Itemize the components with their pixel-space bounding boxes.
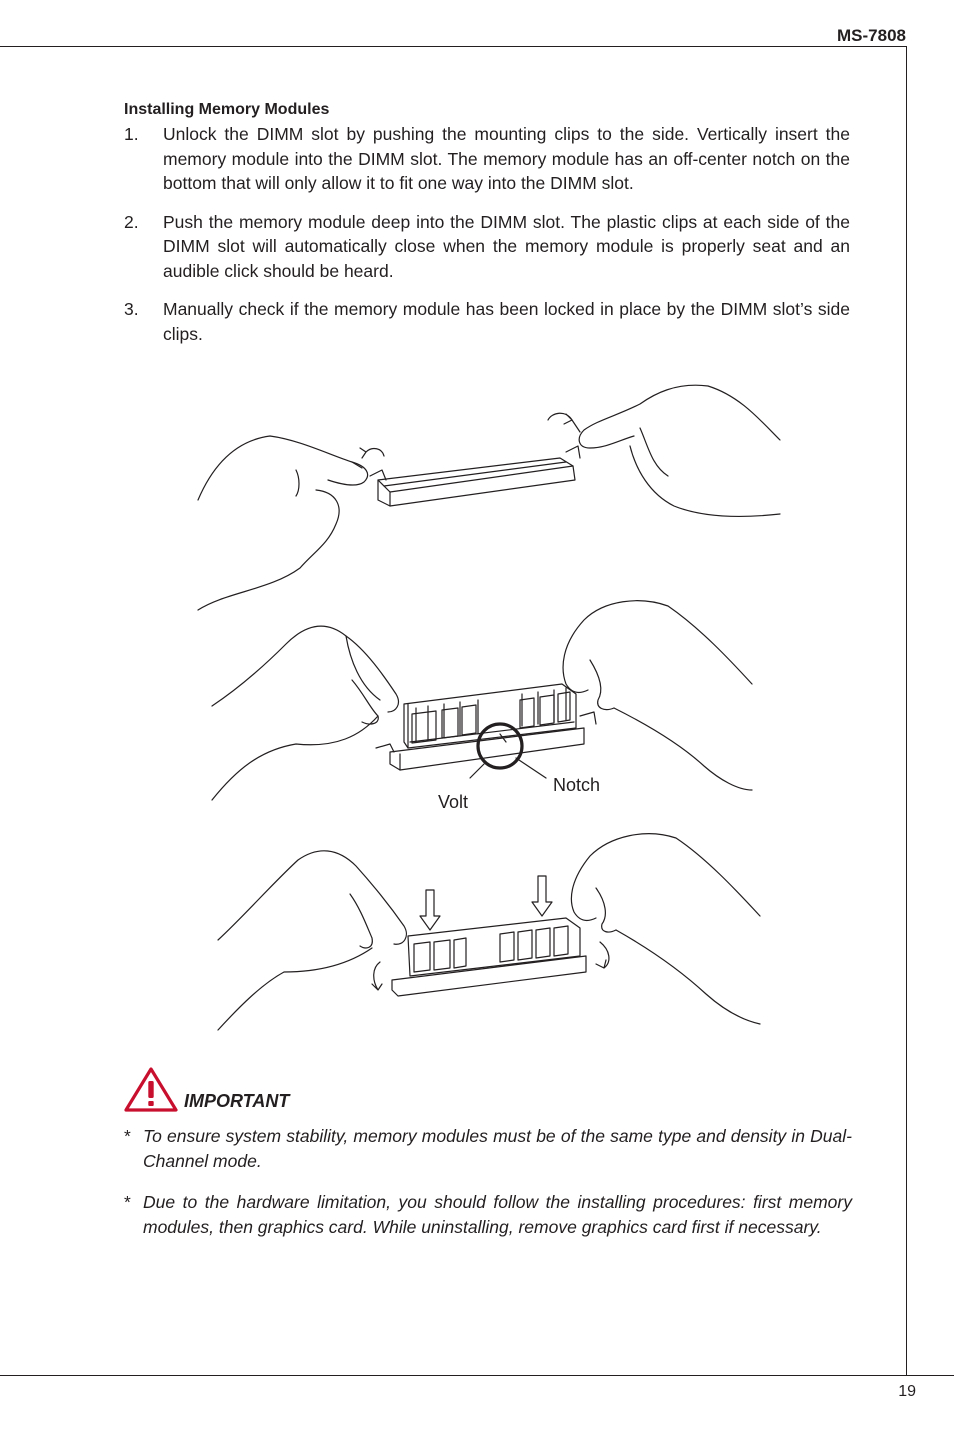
unlock-clips-panel: [198, 385, 780, 610]
note-item: [124, 1124, 852, 1173]
insert-module-panel: [212, 601, 752, 800]
warning-triangle-icon: [124, 1066, 178, 1112]
volt-label: Volt: [438, 792, 469, 812]
section-title: Installing Memory Modules: [124, 101, 330, 118]
page-number: 19: [898, 1383, 916, 1400]
step-number: 2.: [124, 211, 139, 232]
note-bullet: *: [124, 1192, 131, 1212]
important-notes: [124, 1124, 852, 1239]
important-header: [124, 1060, 852, 1112]
important-notice: [124, 1060, 852, 1256]
step-number: 3.: [124, 299, 139, 319]
step-text: Manually check if the memory module has been locked in place by the DIMM slot’s side clips.: [163, 299, 850, 344]
step-number: 1.: [124, 124, 139, 144]
model-number: MS-7808: [837, 26, 906, 45]
note-text: Due to the hardware limitation, you should follow the installing procedures: first memory modules, then graphics card. While uninstalling, remove graphics card first if necessary.: [143, 1192, 852, 1237]
important-title: IMPORTANT: [184, 1091, 290, 1111]
step-text: Unlock the DIMM slot by pushing the mounting clips to the side. Vertically insert the memory module into the DIMM slot. The memory module has an off-center notch on the bottom that will only allow it to fit one way into the DIMM slot.: [163, 124, 850, 193]
notch-label: Notch: [553, 775, 601, 795]
lock-module-panel: [218, 834, 760, 1030]
note-item: [124, 1190, 852, 1239]
note-text: To ensure system stability, memory modules must be of the same type and density in Dual-Channel mode.: [143, 1126, 852, 1171]
note-bullet: *: [124, 1126, 131, 1146]
step-text: Push the memory module deep into the DIMM slot. The plastic clips at each side of the DIMM slot will automatically close when the memory module is properly seat and an audible click should be heard.: [163, 211, 850, 281]
